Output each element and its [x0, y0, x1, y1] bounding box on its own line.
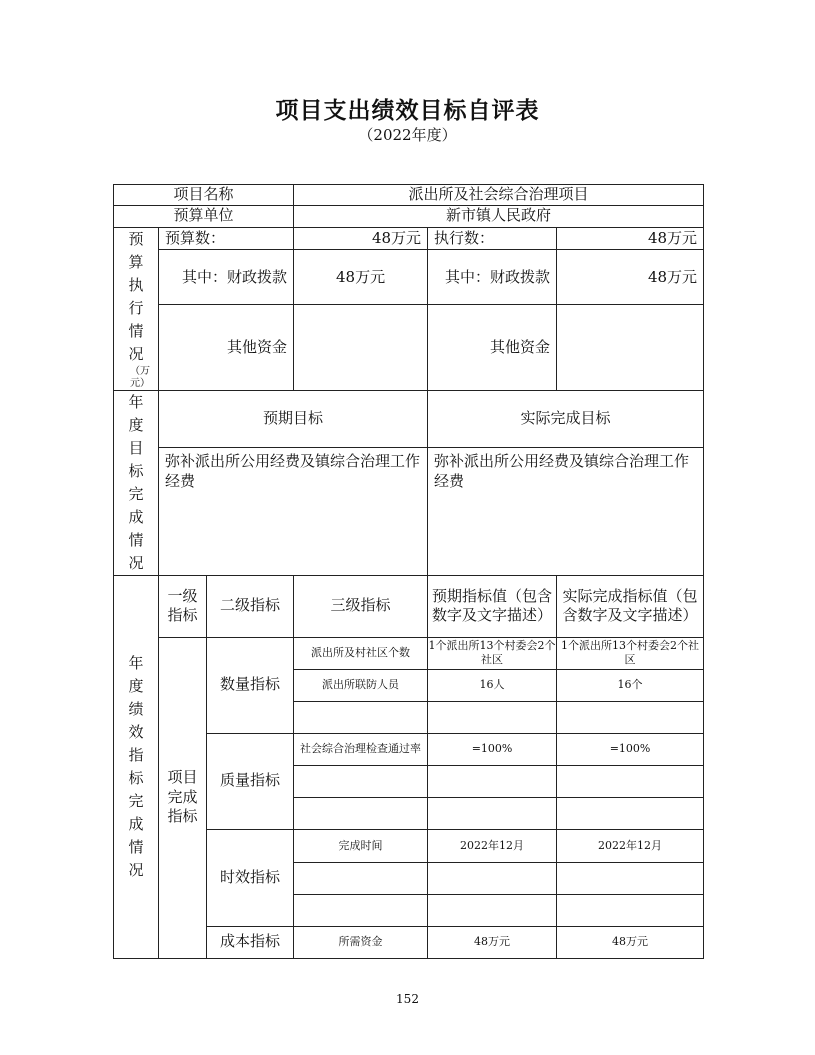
document-title: 项目支出绩效目标自评表 — [275, 97, 540, 124]
fiscal-label-budget: 其中：财政拨款 — [159, 250, 294, 305]
t-row1-actual: 2022年12月 — [557, 829, 704, 862]
quantity-indicator: 数量指标 — [207, 637, 294, 733]
expected-goal-text: 弥补派出所公用经费及镇综合治理工作经费 — [159, 448, 428, 575]
level1-item: 项目完成指标 — [159, 637, 207, 958]
time-indicator: 时效指标 — [207, 829, 294, 926]
fiscal-budget-value: 48万元 — [294, 250, 428, 305]
annual-goal-label: 年度目标完成情况 — [128, 392, 144, 572]
other-funds-exec-value — [557, 305, 704, 390]
ql-row2-expected — [428, 765, 557, 797]
c-row1-expected: 48万元 — [428, 926, 557, 958]
q-row2-actual: 16个 — [557, 669, 704, 701]
exec-amount-value: 48万元 — [557, 227, 704, 250]
project-name-value: 派出所及社会综合治理项目 — [294, 185, 704, 206]
t-row1-name: 完成时间 — [294, 829, 428, 862]
col-level3: 三级指标 — [294, 575, 428, 637]
other-funds-label-budget: 其他资金 — [159, 305, 294, 390]
budget-exec-unit: （万元） — [130, 365, 150, 389]
fiscal-label-exec: 其中：财政拨款 — [428, 250, 557, 305]
ql-row3-actual — [557, 797, 704, 829]
col-actual: 实际完成指标值（包含数字及文字描述） — [557, 575, 704, 637]
col-expected: 预期指标值（包含数字及文字描述） — [428, 575, 557, 637]
q-row3-name — [294, 701, 428, 733]
actual-goal-text: 弥补派出所公用经费及镇综合治理工作经费 — [428, 448, 704, 575]
exec-amount-label: 执行数： — [428, 227, 557, 250]
q-row1-name: 派出所及村社区个数 — [294, 637, 428, 669]
q-row1-expected: 1个派出所13个村委会2个社区 — [428, 637, 557, 669]
col-level1: 一级指标 — [159, 575, 207, 637]
performance-table — [113, 184, 704, 959]
ql-row1-name: 社会综合治理检查通过率 — [294, 733, 428, 765]
col-level2: 二级指标 — [207, 575, 294, 637]
fiscal-exec-value: 48万元 — [557, 250, 704, 305]
t-row2-actual — [557, 862, 704, 894]
cost-indicator: 成本指标 — [207, 926, 294, 958]
ql-row2-name — [294, 765, 428, 797]
budget-unit-label: 预算单位 — [114, 205, 294, 227]
annual-perf-label: 年度绩效指标完成情况 — [128, 653, 144, 879]
t-row1-expected: 2022年12月 — [428, 829, 557, 862]
other-funds-budget-value — [294, 305, 428, 390]
expected-goal-label: 预期目标 — [159, 390, 428, 448]
budget-amount-value: 48万元 — [294, 227, 428, 250]
document-subtitle: （2022年度） — [358, 126, 457, 144]
q-row3-actual — [557, 701, 704, 733]
ql-row3-name — [294, 797, 428, 829]
ql-row3-expected — [428, 797, 557, 829]
page-number: 152 — [396, 992, 419, 1006]
t-row3-name — [294, 894, 428, 926]
q-row3-expected — [428, 701, 557, 733]
quality-indicator: 质量指标 — [207, 733, 294, 829]
c-row1-actual: 48万元 — [557, 926, 704, 958]
q-row1-actual: 1个派出所13个村委会2个社区 — [557, 637, 704, 669]
budget-exec-label-cell — [114, 227, 159, 390]
ql-row1-actual: =100% — [557, 733, 704, 765]
t-row3-actual — [557, 894, 704, 926]
project-name-label: 项目名称 — [114, 185, 294, 206]
ql-row2-actual — [557, 765, 704, 797]
ql-row1-expected: =100% — [428, 733, 557, 765]
other-funds-label-exec: 其他资金 — [428, 305, 557, 390]
t-row2-expected — [428, 862, 557, 894]
budget-amount-label: 预算数： — [159, 227, 294, 250]
annual-goal-label-cell — [114, 390, 159, 575]
t-row3-expected — [428, 894, 557, 926]
q-row2-name: 派出所联防人员 — [294, 669, 428, 701]
annual-perf-label-cell — [114, 575, 159, 958]
c-row1-name: 所需资金 — [294, 926, 428, 958]
q-row2-expected: 16人 — [428, 669, 557, 701]
budget-unit-value: 新市镇人民政府 — [294, 205, 704, 227]
budget-exec-label: 预算执行情况 — [128, 229, 144, 363]
actual-goal-label: 实际完成目标 — [428, 390, 704, 448]
t-row2-name — [294, 862, 428, 894]
